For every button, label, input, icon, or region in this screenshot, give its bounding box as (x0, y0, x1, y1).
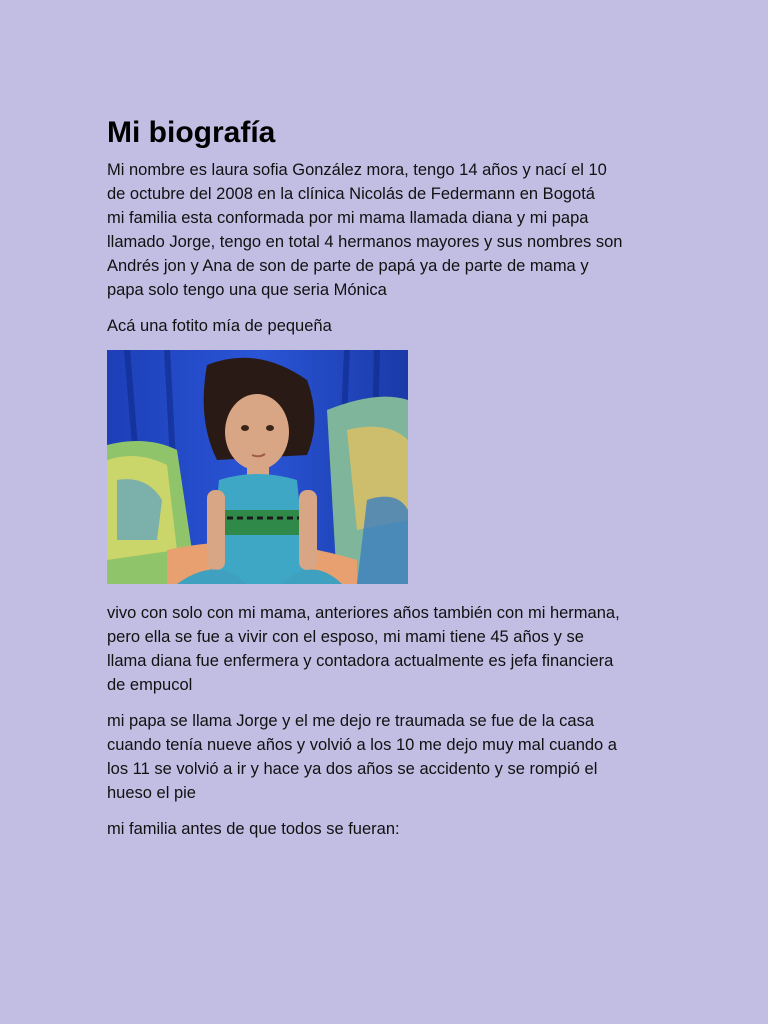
intro-paragraph: Mi nombre es laura sofia González mora, tengo 14 años y nací el 10 de octubre del 2008 en la clínica Nicolás de Federmann en Bogotá mi familia esta conformada por mi mama llamada diana y mi papa llamado Jorge, tengo en total 4 hermanos mayores y sus nombres son Andrés jon y Ana de son de parte de papá ya de parte de mama y papa solo tengo una que seria Mónica (107, 161, 623, 299)
childhood-photo (107, 350, 408, 584)
mother-paragraph: vivo con solo con mi mama, anteriores años también con mi hermana, pero ella se fue a vivir con el esposo, mi mami tiene 45 años y se llama diana fue enfermera y contadora actualmente es jefa financiera de empucol (107, 604, 620, 694)
father-paragraph: mi papa se llama Jorge y el me dejo re traumada se fue de la casa cuando tenía nueve años y volvió a los 10 me dejo muy mal cuando a los 11 se volvió a ir y hace ya dos años se accidento y se rompió el hueso el pie (107, 712, 617, 802)
photo-caption: Acá una fotito mía de pequeña (107, 317, 332, 335)
document-page (107, 112, 667, 853)
page-title: Mi biografía (107, 116, 276, 149)
family-caption: mi familia antes de que todos se fueran: (107, 820, 400, 838)
